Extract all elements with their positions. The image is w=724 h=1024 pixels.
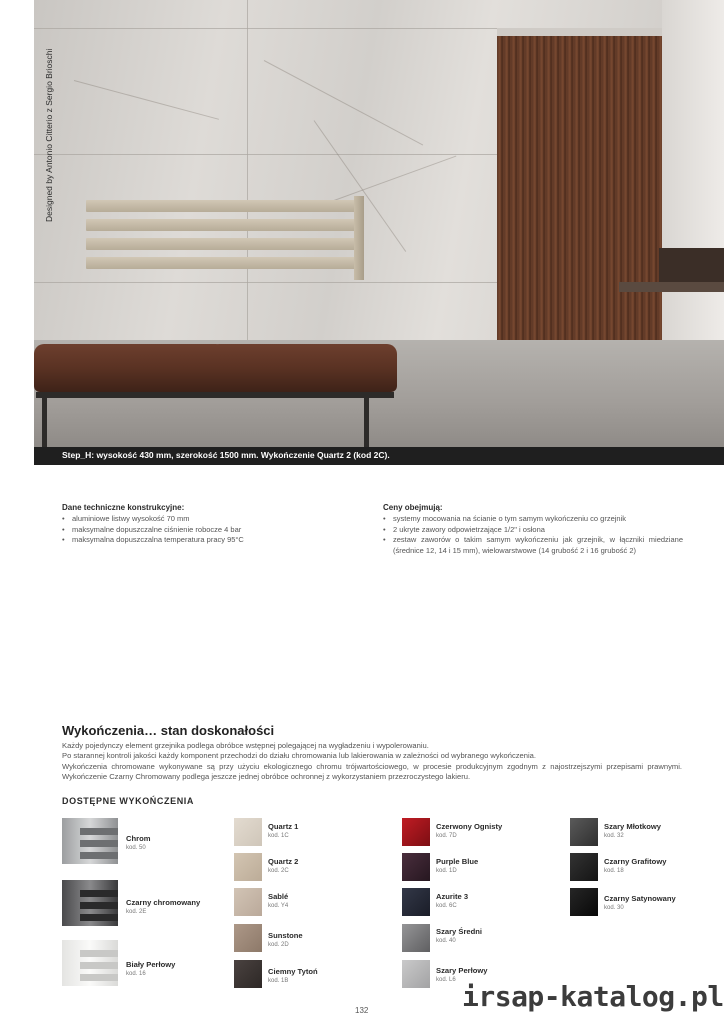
- wall-shelf: [619, 282, 724, 292]
- finish-swatch: [570, 888, 598, 916]
- finish-swatch: [402, 888, 430, 916]
- finish-name: Biały Perłowy: [126, 960, 176, 969]
- finish-name: Czerwony Ognisty: [436, 822, 503, 831]
- finish-swatch: [62, 940, 118, 986]
- paragraph: Po starannej kontroli jakości każdy komponent przechodzi do działu chromowania lub lakierowania w zależności od wybranego wykończenia.: [62, 751, 537, 761]
- tech-specs-list: [62, 514, 342, 546]
- finish-swatch: [402, 853, 430, 881]
- paragraph: Każdy pojedynczy element grzejnika podlega obróbce wstępnej polegającej na wygładzeniu i wypolerowaniu.: [62, 741, 429, 750]
- wood-panel-top: [497, 28, 662, 36]
- radiator-bar: [86, 200, 364, 212]
- finish-code: kod. 1D: [436, 868, 457, 874]
- wood-slat-panel: [497, 36, 662, 346]
- radiator-side: [354, 196, 364, 280]
- page-number: 132: [355, 1006, 369, 1015]
- finish-name: Sablé: [268, 892, 289, 901]
- finish-code: kod. 1B: [268, 978, 289, 984]
- bench-cushion-left: [34, 344, 226, 392]
- finish-name: Quartz 1: [268, 822, 299, 831]
- finish-code: kod. 6C: [436, 903, 457, 909]
- finish-name: Czarny Satynowany: [604, 894, 676, 903]
- radiator-bar: [86, 238, 364, 250]
- finish-name: Szary Młotkowy: [604, 822, 661, 831]
- finish-swatch: [234, 960, 262, 988]
- tile-joint: [34, 154, 497, 155]
- finish-swatch: [402, 924, 430, 952]
- finish-swatch: [234, 818, 262, 846]
- marble-vein: [334, 156, 457, 201]
- bench-frame: [36, 392, 394, 398]
- radiator-bar: [86, 219, 364, 231]
- finish-code: kod. 16: [126, 971, 146, 977]
- finishes-description: [62, 741, 682, 783]
- finishes-heading: Wykończenia… stan doskonałości: [62, 723, 275, 738]
- finish-swatch: [402, 818, 430, 846]
- finish-name: Sunstone: [268, 931, 303, 940]
- available-finishes-title: DOSTĘPNE WYKOŃCZENIA: [62, 796, 195, 806]
- finish-code: kod. 2C: [268, 868, 289, 874]
- tech-specs-title: Dane techniczne konstrukcyjne:: [62, 503, 185, 512]
- marble-wall-right: [662, 0, 724, 390]
- marble-vein: [264, 60, 423, 145]
- finish-name: Szary Perłowy: [436, 966, 488, 975]
- finish-name: Czarny chromowany: [126, 898, 201, 907]
- finish-name: Quartz 2: [268, 857, 299, 866]
- list-item: • 2 ukryte zawory odpowietrzające 1/2" i osłona: [383, 525, 683, 536]
- finish-code: kod. 2E: [126, 909, 147, 915]
- bench-cushion-right: [209, 344, 397, 392]
- finish-code: kod. 30: [604, 905, 624, 911]
- designer-credit: Designed by Antonio Citterio z Sergio Brioschi: [44, 48, 54, 222]
- wall-niche: [659, 248, 724, 284]
- finish-name: Azurite 3: [436, 892, 469, 901]
- finish-name: Chrom: [126, 834, 151, 843]
- finish-swatch: [234, 924, 262, 952]
- finish-swatch: [402, 960, 430, 988]
- list-item: • systemy mocowania na ścianie o tym samym wykończeniu co grzejnik: [383, 514, 683, 525]
- finish-code: kod. 32: [604, 833, 624, 839]
- finish-code: kod. L6: [436, 977, 456, 983]
- finish-swatch: [62, 818, 118, 864]
- list-item: • maksymalna dopuszczalna temperatura pracy 95°C: [62, 535, 342, 546]
- list-item: • maksymalne dopuszczalne ciśnienie robocze 4 bar: [62, 525, 342, 536]
- marble-vein: [74, 80, 219, 120]
- finish-name: Czarny Grafitowy: [604, 857, 667, 866]
- radiator-step-h: [86, 196, 364, 280]
- finish-code: kod. 18: [604, 868, 624, 874]
- finish-swatch: [62, 880, 118, 926]
- bench-leg: [42, 398, 47, 447]
- prices-include-title: Ceny obejmują:: [383, 503, 443, 512]
- finish-code: kod. 1C: [268, 833, 289, 839]
- hero-photo: [34, 0, 724, 447]
- prices-include-list: [383, 514, 683, 556]
- watermark: irsap-katalog.pl: [462, 980, 724, 1013]
- finish-code: kod. Y4: [268, 903, 289, 909]
- finish-name: Ciemny Tytoń: [268, 967, 318, 976]
- finish-swatch: [234, 853, 262, 881]
- finish-name: Purple Blue: [436, 857, 479, 866]
- photo-caption: Step_H: wysokość 430 mm, szerokość 1500 mm. Wykończenie Quartz 2 (kod 2C).: [62, 450, 390, 460]
- paragraph: Wykończenia chromowane wykonywane są przy użyciu ekologicznego chromu trójwartościowego, w procesie produkcyjnym zgodnym z najostrzejszymi przepisami prawnymi. Wykończenie Czarny Chromowany podlega jeszcze jednej obróbce ochronnej z wykorzystaniem przezroczystego lakieru.: [62, 761, 682, 782]
- finish-swatch: [570, 853, 598, 881]
- finish-code: kod. 50: [126, 845, 146, 851]
- finish-code: kod. 2D: [268, 942, 289, 948]
- list-item: • aluminiowe listwy wysokość 70 mm: [62, 514, 342, 525]
- finish-swatch: [570, 818, 598, 846]
- tile-joint: [247, 0, 248, 340]
- bench-leg: [364, 398, 369, 447]
- finish-swatch: [234, 888, 262, 916]
- list-item: • zestaw zaworów o takim samym wykończeniu jak grzejnik, w łączniki miedziane (średnice 12, 14 i 15 mm), wielowarstwowe (14 grubość 2 i 16 grubość 2): [383, 535, 683, 556]
- tile-joint: [34, 28, 497, 29]
- radiator-bar: [86, 257, 364, 269]
- finish-code: kod. 7D: [436, 833, 457, 839]
- finish-name: Szary Średni: [436, 927, 483, 936]
- tile-joint: [34, 282, 497, 283]
- finish-code: kod. 40: [436, 938, 456, 944]
